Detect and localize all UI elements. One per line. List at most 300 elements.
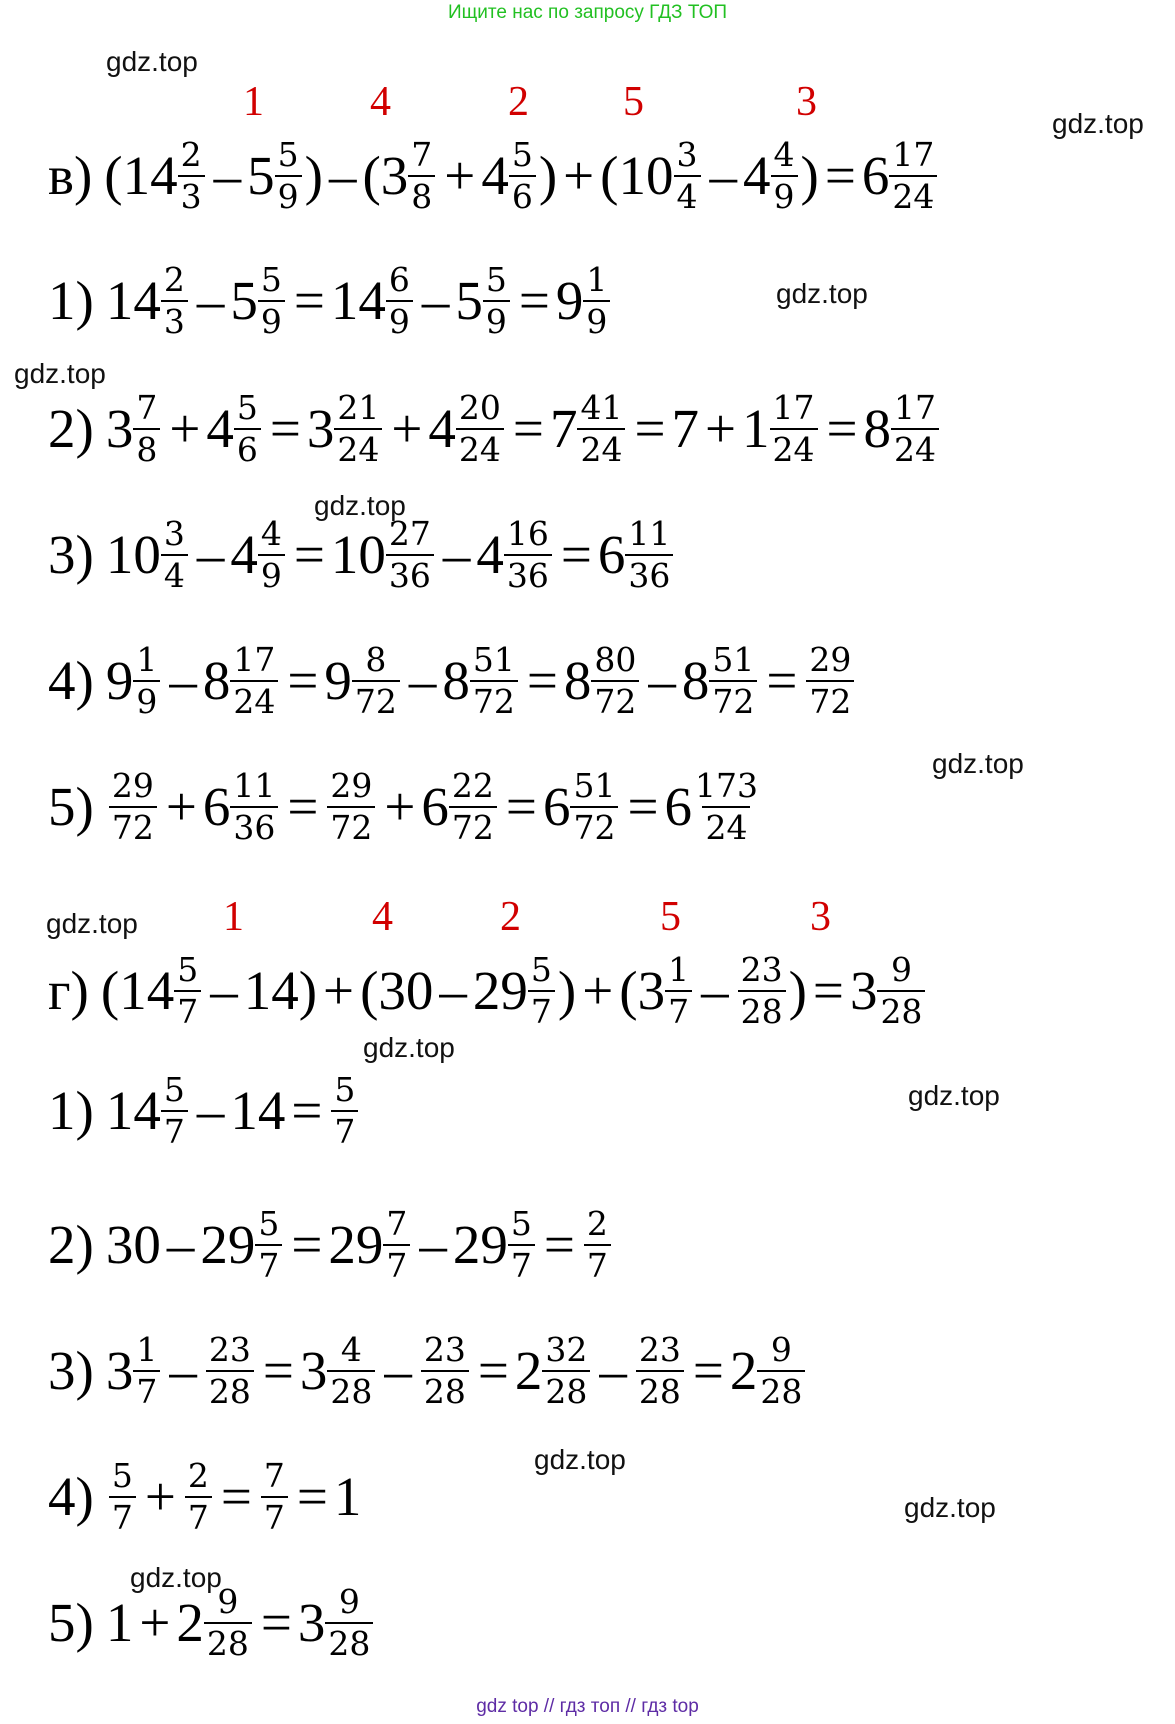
- math-text: (: [104, 145, 123, 207]
- fraction: [470, 640, 518, 721]
- numerator: 5: [260, 260, 282, 299]
- mixed-number: [515, 1330, 594, 1411]
- math-operator: –: [196, 270, 225, 332]
- whole-part: 14: [330, 270, 386, 332]
- mixed-number: [106, 388, 164, 469]
- fraction: [258, 260, 285, 341]
- math-text: 14: [230, 1080, 286, 1142]
- numerator: 23: [208, 1330, 251, 1369]
- numerator: 5: [177, 950, 199, 989]
- denominator: 72: [470, 680, 518, 722]
- fraction: [771, 135, 798, 216]
- math-operator: =: [287, 776, 319, 838]
- numerator: 9: [890, 950, 912, 989]
- fraction: [542, 1330, 590, 1411]
- whole-part: 9: [555, 270, 584, 332]
- order-label: 1: [243, 79, 264, 125]
- whole-part: 4: [743, 145, 771, 207]
- math-operator: =: [262, 1340, 294, 1402]
- numerator: 16: [506, 514, 549, 553]
- denominator: 24: [456, 428, 504, 470]
- whole-part: 14: [122, 145, 178, 207]
- numerator: 17: [772, 388, 815, 427]
- search-banner[interactable]: Ищите нас по запросу ГДЗ ТОП: [447, 2, 728, 23]
- numerator: 41: [580, 388, 623, 427]
- numerator: 80: [594, 640, 637, 679]
- numerator: 4: [773, 135, 795, 174]
- fraction: [570, 766, 618, 847]
- numerator: 7: [136, 388, 158, 427]
- whole-part: 3: [105, 1340, 134, 1402]
- fraction: [625, 514, 673, 595]
- fraction: [738, 950, 786, 1031]
- fraction: [234, 388, 261, 469]
- mixed-number: [331, 514, 437, 595]
- denominator: 72: [109, 806, 157, 848]
- denominator: 6: [234, 428, 261, 470]
- denominator: 24: [770, 428, 818, 470]
- whole-part: 3: [297, 1592, 326, 1654]
- watermark: gdz.top: [904, 1492, 996, 1523]
- mixed-number: [123, 135, 208, 216]
- mixed-number: [664, 766, 764, 847]
- mixed-number: [864, 388, 943, 469]
- math-text: ): [538, 145, 558, 207]
- numerator: 17: [894, 388, 937, 427]
- whole-part: 3: [849, 960, 878, 1022]
- mixed-number: [203, 766, 282, 847]
- numerator: 5: [111, 1456, 133, 1495]
- numerator: 2: [187, 1456, 209, 1495]
- fraction: [133, 1330, 160, 1411]
- whole-part: 3: [637, 960, 666, 1022]
- math-operator: –: [439, 960, 467, 1022]
- mixed-number: [850, 950, 929, 1031]
- numerator: 11: [233, 766, 276, 805]
- numerator: 9: [770, 1330, 792, 1369]
- watermark: gdz.top: [932, 748, 1024, 779]
- math-operator: +: [563, 145, 595, 207]
- fraction: [757, 1330, 805, 1411]
- mixed-number: [106, 640, 164, 721]
- whole-part: 8: [681, 650, 710, 712]
- line-label: 5): [48, 776, 94, 838]
- math-operator: +: [323, 960, 355, 1022]
- denominator: 9: [258, 554, 285, 596]
- fraction: [877, 950, 925, 1031]
- whole-part: 6: [597, 524, 626, 586]
- order-label: 4: [370, 79, 391, 125]
- math-text: (30: [360, 960, 434, 1022]
- whole-part: 29: [200, 1214, 256, 1276]
- mixed-number: [300, 1330, 379, 1411]
- math-operator: =: [291, 1080, 323, 1142]
- problem-v-step-3: [48, 514, 676, 595]
- fraction: [584, 1204, 611, 1285]
- numerator: 17: [892, 135, 935, 174]
- whole-part: 5: [455, 270, 483, 332]
- denominator: 28: [738, 990, 786, 1032]
- fraction: [109, 1456, 136, 1537]
- fraction: [528, 950, 555, 1031]
- problem-g-step-5: [48, 1582, 376, 1663]
- mixed-number: [619, 135, 704, 216]
- fraction: [806, 640, 854, 721]
- fraction: [133, 640, 160, 721]
- numerator: 8: [365, 640, 387, 679]
- math-operator: –: [648, 650, 676, 712]
- watermark: gdz.top: [363, 1032, 455, 1063]
- fraction: [206, 1330, 254, 1411]
- problem-v-step-2: [48, 388, 942, 469]
- denominator: 24: [891, 428, 939, 470]
- numerator: 4: [260, 514, 282, 553]
- numerator: 32: [545, 1330, 588, 1369]
- math-operator: –: [709, 145, 737, 207]
- numerator: 20: [458, 388, 501, 427]
- whole-part: 1: [742, 398, 770, 460]
- fraction: [383, 1204, 410, 1285]
- denominator: 72: [327, 806, 375, 848]
- numerator: 1: [136, 640, 158, 679]
- fraction: [204, 1582, 252, 1663]
- math-operator: –: [408, 650, 437, 712]
- whole-part: 4: [428, 398, 456, 460]
- math-operator: –: [701, 960, 729, 1022]
- math-operator: –: [166, 1214, 195, 1276]
- denominator: 72: [806, 680, 854, 722]
- denominator: 28: [877, 990, 925, 1032]
- whole-part: 29: [452, 1214, 508, 1276]
- math-operator: =: [512, 398, 544, 460]
- numerator: 9: [217, 1582, 239, 1621]
- mixed-number: [862, 135, 941, 216]
- math-operator: =: [766, 650, 798, 712]
- math-operator: =: [518, 270, 550, 332]
- math-operator: =: [291, 1214, 323, 1276]
- fraction: [386, 514, 434, 595]
- math-operator: –: [169, 650, 197, 712]
- denominator: 72: [709, 680, 757, 722]
- denominator: 7: [508, 1244, 535, 1286]
- denominator: 7: [109, 1496, 136, 1538]
- denominator: 9: [771, 175, 798, 217]
- math-operator: =: [526, 650, 558, 712]
- fraction: [331, 1070, 358, 1151]
- denominator: 9: [386, 300, 413, 342]
- numerator: 1: [668, 950, 690, 989]
- denominator: 7: [161, 1110, 188, 1152]
- order-label: 4: [372, 894, 393, 940]
- numerator: 29: [111, 766, 154, 805]
- math-text: 30: [105, 1214, 161, 1276]
- line-label: 2): [48, 1214, 94, 1276]
- mixed-number: [331, 260, 416, 341]
- denominator: 24: [334, 428, 382, 470]
- line-label: 3): [48, 1340, 94, 1402]
- denominator: 8: [408, 175, 435, 217]
- denominator: 4: [674, 175, 701, 217]
- fraction: [325, 1582, 373, 1663]
- problem-g-expression: [48, 950, 928, 1031]
- denominator: 7: [665, 990, 692, 1032]
- whole-part: 9: [324, 650, 352, 712]
- math-operator: –: [196, 524, 225, 586]
- math-operator: –: [210, 960, 238, 1022]
- numerator: 2: [180, 135, 202, 174]
- fraction: [709, 640, 757, 721]
- math-operator: –: [328, 145, 357, 207]
- fraction: [577, 388, 625, 469]
- numerator: 1: [586, 260, 608, 299]
- mixed-number: [742, 388, 821, 469]
- numerator: 21: [337, 388, 380, 427]
- denominator: 36: [504, 554, 552, 596]
- fraction: [483, 260, 510, 341]
- watermark: gdz.top: [106, 46, 198, 77]
- denominator: 24: [702, 806, 750, 848]
- math-text: 14): [243, 960, 318, 1022]
- denominator: 28: [206, 1370, 254, 1412]
- whole-part: 7: [549, 398, 578, 460]
- whole-part: 4: [476, 524, 504, 586]
- mixed-number: [455, 260, 513, 341]
- mixed-number: [421, 766, 500, 847]
- math-operator: =: [812, 960, 844, 1022]
- mixed-number: [106, 514, 191, 595]
- line-label: 1): [48, 1080, 94, 1142]
- whole-part: 14: [105, 1080, 161, 1142]
- fraction: [504, 514, 552, 595]
- numerator: 51: [712, 640, 755, 679]
- math-text: (: [600, 145, 619, 207]
- problem-v-expression: [48, 135, 940, 216]
- math-text: 1: [333, 1466, 362, 1528]
- math-operator: –: [169, 1340, 197, 1402]
- math-operator: +: [144, 1466, 176, 1528]
- denominator: 7: [383, 1244, 410, 1286]
- footer-links[interactable]: gdz top // гдз топ // гдз top: [476, 1696, 699, 1717]
- math-operator: –: [196, 1080, 225, 1142]
- math-operator: +: [169, 398, 201, 460]
- whole-part: 5: [247, 145, 275, 207]
- numerator: 5: [530, 950, 552, 989]
- denominator: 7: [133, 1370, 160, 1412]
- fraction: [255, 1204, 282, 1285]
- problem-v-step-1: [48, 260, 613, 341]
- watermark: gdz.top: [1052, 108, 1144, 139]
- line-label: г): [48, 960, 89, 1022]
- mixed-number: [682, 640, 761, 721]
- math-operator: =: [269, 398, 301, 460]
- order-label: 1: [223, 894, 244, 940]
- numerator: 5: [236, 388, 258, 427]
- math-operator: =: [477, 1340, 509, 1402]
- math-operator: +: [391, 398, 423, 460]
- fraction: [161, 260, 188, 341]
- line-label: 4): [48, 1466, 94, 1528]
- math-operator: =: [560, 524, 592, 586]
- math-operator: =: [627, 776, 659, 838]
- mixed-number: [206, 388, 264, 469]
- math-text: ): [304, 145, 323, 207]
- order-label: 2: [500, 894, 521, 940]
- math-operator: +: [444, 145, 476, 207]
- whole-part: 3: [299, 1340, 328, 1402]
- order-label: 5: [623, 79, 644, 125]
- fraction: [261, 1456, 288, 1537]
- denominator: 72: [591, 680, 639, 722]
- whole-part: 5: [230, 270, 258, 332]
- math-operator: –: [421, 270, 450, 332]
- order-label: 3: [810, 894, 831, 940]
- math-operator: =: [220, 1466, 252, 1528]
- whole-part: 10: [618, 145, 674, 207]
- mixed-number: [106, 1330, 164, 1411]
- mixed-number: [543, 766, 622, 847]
- watermark: gdz.top: [46, 908, 138, 939]
- mixed-number: [556, 260, 614, 341]
- fraction: [583, 260, 610, 341]
- fraction: [109, 766, 157, 847]
- fraction: [178, 135, 205, 216]
- math-operator: –: [384, 1340, 412, 1402]
- math-operator: +: [582, 960, 614, 1022]
- numerator: 5: [334, 1070, 356, 1109]
- numerator: 9: [338, 1582, 360, 1621]
- fraction: [636, 1330, 684, 1411]
- whole-part: 10: [105, 524, 161, 586]
- line-label: 5): [48, 1592, 94, 1654]
- denominator: 7: [174, 990, 201, 1032]
- fraction: [509, 135, 536, 216]
- denominator: 3: [161, 300, 188, 342]
- math-operator: –: [213, 145, 242, 207]
- whole-part: 8: [202, 650, 231, 712]
- fraction: [386, 260, 413, 341]
- mixed-number: [106, 260, 191, 341]
- denominator: 6: [509, 175, 536, 217]
- denominator: 9: [483, 300, 510, 342]
- line-label: 4): [48, 650, 94, 712]
- math-operator: =: [543, 1214, 575, 1276]
- whole-part: 4: [206, 398, 234, 460]
- whole-part: 2: [729, 1340, 758, 1402]
- denominator: 28: [204, 1622, 252, 1664]
- whole-part: 2: [176, 1592, 204, 1654]
- whole-part: 6: [861, 145, 890, 207]
- math-operator: =: [260, 1592, 292, 1654]
- problem-g-step-1: [48, 1070, 361, 1151]
- numerator: 5: [485, 260, 507, 299]
- watermark: gdz.top: [534, 1444, 626, 1475]
- whole-part: 6: [202, 776, 231, 838]
- mixed-number: [381, 135, 439, 216]
- math-operator: =: [826, 398, 858, 460]
- denominator: 36: [230, 806, 278, 848]
- whole-part: 4: [481, 145, 509, 207]
- mixed-number: [730, 1330, 809, 1411]
- fraction: [275, 135, 302, 216]
- math-operator: =: [634, 398, 666, 460]
- denominator: 36: [386, 554, 434, 596]
- denominator: 72: [449, 806, 497, 848]
- numerator: 4: [340, 1330, 362, 1369]
- math-operator: =: [293, 270, 325, 332]
- whole-part: 2: [514, 1340, 543, 1402]
- denominator: 28: [421, 1370, 469, 1412]
- denominator: 28: [325, 1622, 373, 1664]
- mixed-number: [453, 1204, 538, 1285]
- line-label: 1): [48, 270, 94, 332]
- denominator: 7: [528, 990, 555, 1032]
- denominator: 7: [584, 1244, 611, 1286]
- math-text: ): [788, 960, 807, 1022]
- fraction: [891, 388, 939, 469]
- denominator: 8: [133, 428, 160, 470]
- numerator: 23: [638, 1330, 681, 1369]
- fraction: [258, 514, 285, 595]
- line-label: в): [48, 145, 93, 207]
- math-text: ): [557, 960, 577, 1022]
- denominator: 36: [625, 554, 673, 596]
- watermark: gdz.top: [130, 1562, 222, 1593]
- numerator: 11: [628, 514, 671, 553]
- numerator: 1: [136, 1330, 158, 1369]
- fraction: [508, 1204, 535, 1285]
- denominator: 24: [889, 175, 937, 217]
- mixed-number: [476, 514, 555, 595]
- whole-part: 14: [105, 270, 161, 332]
- math-operator: –: [599, 1340, 627, 1402]
- mixed-number: [298, 1582, 377, 1663]
- fraction: [770, 388, 818, 469]
- order-label: 5: [660, 894, 681, 940]
- watermark: gdz.top: [908, 1080, 1000, 1111]
- mixed-number: [550, 388, 629, 469]
- whole-part: 29: [328, 1214, 384, 1276]
- numerator: 7: [263, 1456, 285, 1495]
- whole-part: 4: [230, 524, 258, 586]
- numerator: 2: [163, 260, 185, 299]
- math-operator: +: [704, 398, 737, 460]
- fraction: [174, 950, 201, 1031]
- whole-part: 3: [306, 398, 335, 460]
- math-text: 7: [671, 398, 699, 460]
- math-operator: =: [296, 1466, 328, 1528]
- denominator: 7: [185, 1496, 212, 1538]
- mixed-number: [328, 1204, 413, 1285]
- mixed-number: [473, 950, 558, 1031]
- numerator: 5: [511, 135, 533, 174]
- problem-v-step-4: [48, 640, 857, 721]
- denominator: 72: [352, 680, 400, 722]
- fraction: [133, 388, 160, 469]
- fraction: [449, 766, 497, 847]
- whole-part: 3: [105, 398, 134, 460]
- denominator: 7: [261, 1496, 288, 1538]
- numerator: 27: [388, 514, 431, 553]
- math-operator: +: [384, 776, 416, 838]
- mixed-number: [564, 640, 643, 721]
- fraction: [591, 640, 639, 721]
- numerator: 17: [233, 640, 276, 679]
- mixed-number: [598, 514, 677, 595]
- mixed-number: [200, 1204, 285, 1285]
- problem-v-step-5: [48, 766, 764, 847]
- numerator: 2: [586, 1204, 608, 1243]
- mixed-number: [119, 950, 204, 1031]
